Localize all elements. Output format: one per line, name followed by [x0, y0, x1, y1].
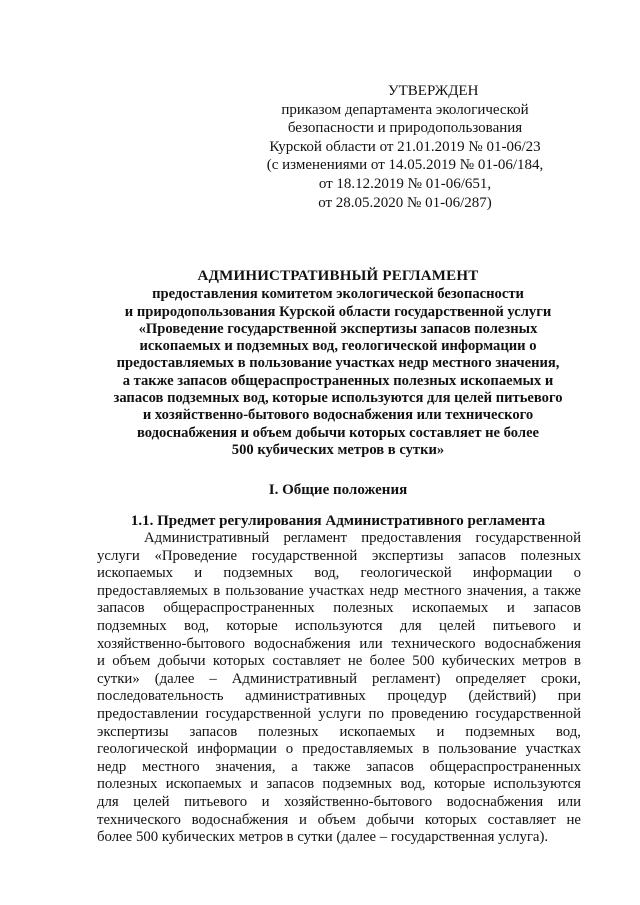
body-line: для целей питьевого и хозяйственно-бытового водоснабжения или	[97, 793, 581, 810]
approval-line: приказом департамента экологической	[281, 101, 529, 118]
body-paragraph	[97, 530, 581, 847]
body-line: подземных вод, которые используются для целей питьевого и	[97, 617, 581, 634]
title-line: водоснабжения и объем добычи которых составляет не более	[136, 424, 540, 441]
title-line: запасов подземных вод, которые используются для целей питьевого	[113, 390, 563, 407]
body-line: геологической информации о предоставляемых в пользование участках	[97, 741, 581, 758]
approval-line: от 28.05.2020 № 01-06/287)	[318, 194, 492, 211]
document-title: АДМИНИСТРАТИВНЫЙ РЕГЛАМЕНТ	[197, 268, 479, 284]
title-line: 500 кубических метров в сутки»	[231, 441, 445, 458]
title-line: а также запасов общераспространенных полезных ископаемых и	[122, 372, 554, 389]
document-title-block	[88, 268, 588, 459]
section-heading: I. Общие положения	[268, 482, 408, 498]
approval-heading: УТВЕРЖДЕН	[388, 83, 479, 99]
body-line: более 500 кубических метров в сутки (далее – государственная услуга).	[97, 829, 549, 846]
body-line: экспертизы запасов полезных ископаемых и подземных вод,	[97, 723, 581, 740]
body-line: предоставляемых в пользование участках недр местного значения, а также	[97, 582, 581, 599]
approval-stamp	[240, 82, 570, 212]
title-line: предоставления комитетом экологической безопасности	[152, 286, 524, 303]
approval-line: от 18.12.2019 № 01-06/651,	[318, 175, 492, 192]
body-line: Административный регламент предоставления государственной	[144, 530, 581, 546]
approval-line: Курской области от 21.01.2019 № 01-06/23	[269, 138, 541, 155]
body-line: запасов общераспространенных полезных ископаемых и запасов	[97, 600, 581, 617]
body-line: и объем добычи которых составляет не более 500 кубических метров в	[97, 653, 581, 670]
title-line: «Проведение государственной экспертизы запасов полезных	[138, 320, 538, 337]
body-line: технического водоснабжения и объем добычи которых составляет не	[97, 811, 581, 828]
approval-line: безопасности и природопользования	[287, 120, 523, 137]
title-line: и хозяйственно-бытового водоснабжения или технического	[142, 407, 534, 424]
approval-line: (с изменениями от 14.05.2019 № 01-06/184,	[266, 157, 544, 174]
title-line: и природопользования Курской области государственной услуги	[124, 303, 552, 320]
body-line: ископаемых и подземных вод, геологической информации о	[97, 565, 581, 582]
body-line: последовательность административных процедур (действий) при	[97, 688, 581, 705]
body-line: предоставлении государственной услуги по проведению государственной	[97, 705, 581, 722]
body-line: хозяйственно-бытового водоснабжения или технического водоснабжения	[97, 635, 581, 652]
body-line: сутки» (далее – Административный регламент) определяет сроки,	[97, 670, 581, 687]
body-line: полезных ископаемых и запасов подземных вод, которые используются	[97, 776, 581, 793]
title-line: ископаемых и подземных вод, геологической информации о	[139, 338, 537, 355]
body-line: недр местного значения, а также запасов общераспространенных	[97, 758, 581, 775]
title-line: предоставляемых в пользование участках недр местного значения,	[116, 355, 560, 372]
body-line: услуги «Проведение государственной экспертизы запасов полезных	[97, 547, 581, 564]
subsection-heading: 1.1. Предмет регулирования Административного регламента	[130, 513, 546, 529]
